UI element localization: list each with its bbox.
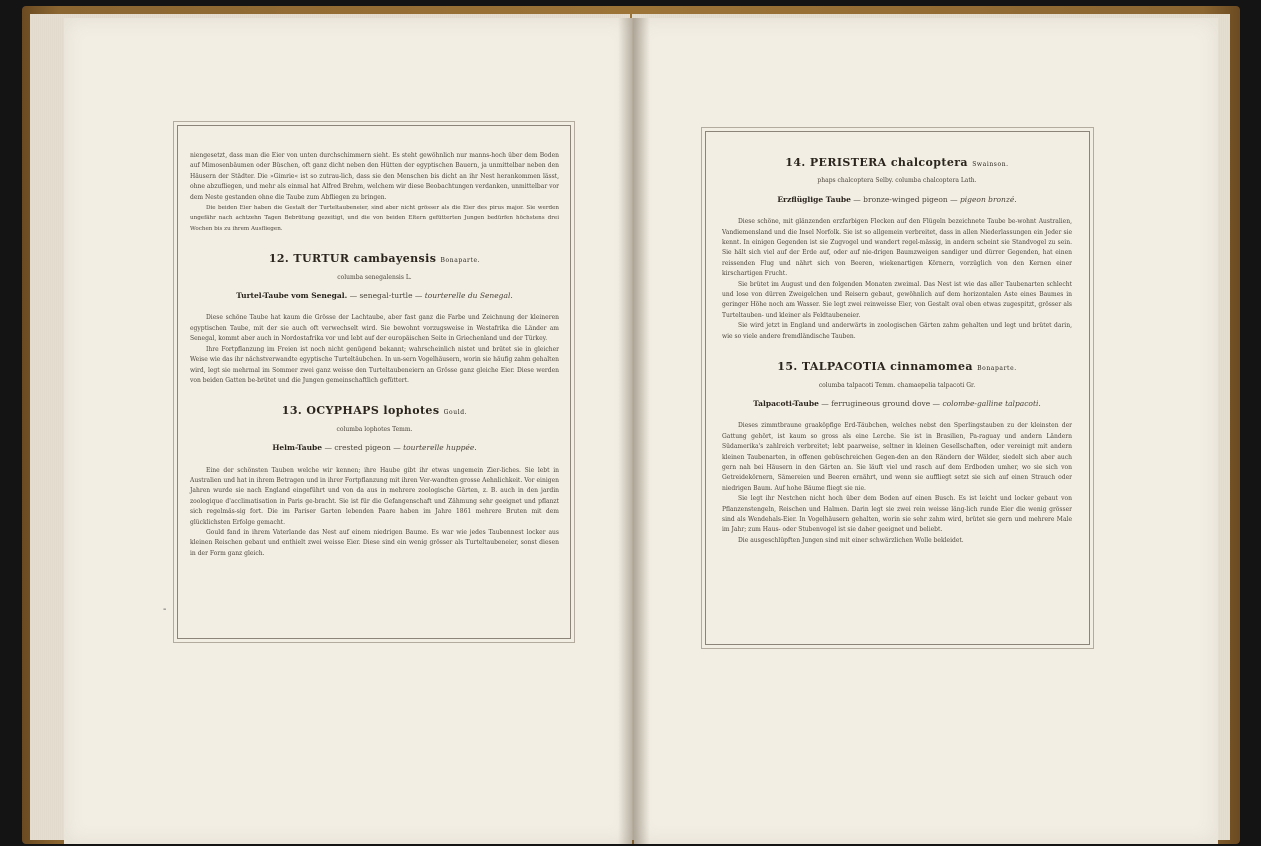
- section-13-name-french: tourterelle huppée.: [403, 443, 477, 453]
- section-13-heading: [190, 406, 559, 418]
- left-page-text: [190, 151, 559, 559]
- section-14-title: 14. PERISTERA chalcoptera: [785, 156, 968, 169]
- section-15-title: 15. TALPACOTIA cinnamomea: [777, 360, 973, 374]
- section-12-synonym: columba senegalensis L.: [337, 273, 412, 281]
- section-13-synonym: columba lophotes Temm.: [336, 425, 413, 433]
- section-14-synonym: phaps chalcoptera Selby. columba chalcoptera Lath.: [817, 177, 977, 185]
- section-12-title: 12. TURTUR cambayensis: [268, 252, 437, 266]
- book-gutter: [618, 18, 650, 844]
- section-12-paragraph: Diese schöne Taube hat kaum die Grösse der Lachtaube, aber fast ganz die Farbe und Zeichnung der kleineren egyptischen Taube, mit der sie auch oft verwechselt wird. Sie bewohnt vorzugsweise in Westafrika die Länder am Senegal, kommt aber auch in Nordostafrika vor und lebt auf der europäischen Seite in Griechenland und der Türkey.: [190, 314, 559, 343]
- section-14-paragraph: Sie wird jetzt in England und anderwärts in zoologischen Gärten zahm gehalten und legt und brütet darin, wie so viele andere fremdländische Tauben.: [722, 322, 1072, 340]
- section-14-paragraph: Diese schöne, mit glänzenden erzfarbigen Flecken auf den Flügeln bezeichnete Taube be-wohnt Australien, Vandiemensland und die Insel Norfolk. Sie ist so allgemein verbreitet, dass in allen Niederlassungen ein Jeder sie kennt. In einigen Gegenden ist sie Zugvogel und wandert regel-mässig, in andern scheint sie Standvogel zu sein. Sie hält sich viel auf der Erde auf, oder auf nie-drigen Baumzweigen sandiger und dürrer Gegenden, hat einen reissenden Flug und nährt sich von Beeren, wiekenartigen Körnern, vorzüglich von den Kernen einer kirschartigen Frucht.: [722, 218, 1072, 278]
- section-13-name-german: Helm-Taube: [272, 443, 323, 453]
- section-13-paragraph: Eine der schönsten Tauben welche wir kennen; ihre Haube gibt ihr etwas ungemein Zier-liches. Sie lebt in Australien und hat in ihrem Betragen und in ihrer Fortpflanzung mit ihren Ver-wandten grosse Aehnlichkeit. Vor einigen Jahren wurde sie nach England eingeführt und von da aus in mehrere zoologische Gärten, z. B. auch in den jardin zoologique d'acclimatisation in Paris ge-bracht. Sie ist für die Gefangenschaft und Zähmung sehr geeignet und pflanzt sich regelmäs-sig fort. Die im Pariser Garten lebenden Paare haben im Jahre 1861 mehrere Bruten mit dem glücklichsten Erfolge gemacht.: [190, 466, 559, 526]
- section-12-heading: [190, 254, 559, 266]
- section-15-paragraph: Sie legt ihr Nestchen nicht hoch über dem Boden auf einen Busch. Es ist leicht und locker gebaut von Pflanzenstengeln, Reischen und Halmen. Darin legt sie zwei rein weisse läng-lich runde Eier die wenig grösser sind als Wendehals-Eier. In Vogelhäusern gehalten, worin sie sehr zahm wird, brütet sie gern und mehrere Male im Jahr; zum Haus- oder Stubenvogel ist sie daher geeignet und beliebt.: [722, 495, 1072, 534]
- section-14-paragraph: Sie brütet im August und den folgenden Monaten zweimal. Das Nest ist wie das aller Taubenarten schlecht und lose von dürren Zweigelchen und Reisern gebaut, gewöhnlich auf dem horizontalen Aste eines Baumes in geringer Höhe noch am Wasser. Sie legt zwei reinweisse Eier, von Gestalt oval oben etwas zugespitzt, grösser als Turteltauben- und kleiner als Feldtaubeneier.: [722, 280, 1072, 319]
- section-15-name-french: colombe-galline talpacoti.: [942, 398, 1041, 408]
- margin-mark: -: [163, 604, 167, 615]
- section-14-common-names: [722, 195, 1072, 205]
- section-12-name-german: Turtel-Taube vom Senegal.: [236, 291, 348, 301]
- section-13-author: Gould.: [443, 409, 468, 417]
- section-15-author: Bonaparte.: [977, 365, 1017, 373]
- section-12-name-english: — senegal-turtle —: [349, 291, 423, 301]
- section-13-paragraph: Gould fand in ihrem Vaterlande das Nest auf einem niedrigen Baume. Es war wie jedes Taubennest locker aus kleinen Reischen gebaut und enthielt zwei weisse Eier. Diese sind ein wenig grösser als Turteltaubeneier, sonst diesen in der Form ganz gleich.: [190, 528, 559, 557]
- section-15-name-english: — ferrugineous ground dove —: [821, 398, 941, 408]
- section-14-name-german: Erzflüglige Taube: [777, 194, 851, 204]
- section-13-name-english: — crested pigeon —: [324, 443, 401, 453]
- section-14-name-french: pigeon bronzé.: [959, 194, 1017, 204]
- intro-paragraph: niengesetzt, dass man die Eier von unten durchschimmern sieht. Es steht gewöhnlich nur manns-hoch über dem Boden auf Mimosenbäumen oder Büschen, oft ganz dicht neben den Hütten der egyptischen Bauern, ja unmittelbar neben den Häusern der Städter. Die »Gimrie« ist so zutrau-lich, dass sie den Menschen bis dicht an ihr Nest herankommen lässt, ohne abzufliegen, und mehr als einmal hat Alfred Brehm, welchem wir diese Beobachtungen verdanken, unmittelbar vor dem Neste gestanden ohne die Taube zum Abfliegen zu bringen.: [190, 152, 559, 201]
- intro-paragraph: Die beiden Eier haben die Gestalt der Turteltaubeneier, sind aber nicht grösser als die Eier des pirus major. Sie werden ungefähr nach achtzehn Tagen Bebrütung gezeitigt, und die von beiden Eltern gefütterten Jungen bedürfen höchstens drei Wochen bis zu ihrem Ausfliegen.: [190, 205, 559, 232]
- section-12-paragraph: Ihre Fortpflanzung im Freien ist noch nicht genügend bekannt; wahrscheinlich nistet und brütet sie in gleicher Weise wie das ihr nächstverwandte egyptische Turteltäubchen. In un-sern Vogelhäusern, worin sie häufig zahm gehalten wird, legt sie mehrmal im Sommer zwei ganz weisse den Turteltaubeneiern an Grösse ganz gleiche Eier. Diese werden von beiden Gatten be-brütet und die Jungen gemeinschaftlich gefüttert.: [190, 345, 559, 384]
- section-15-common-names: [722, 399, 1072, 409]
- section-12-author: Bonaparte.: [440, 257, 481, 265]
- section-13-title: 13. OCYPHAPS lophotes: [281, 404, 440, 418]
- section-12-common-names: [190, 291, 559, 301]
- section-14-author: Swainson.: [972, 161, 1009, 168]
- section-15-paragraph: Dieses zimmtbraune graaköpfige Erd-Täubchen, welches nebst den Sperlingstauben zu der kleinsten der Gattung gehört, ist kaum so gross als eine Lerche. Sie ist in Brasilien, Pa-raguay und andern Ländern Südamerika's zahlreich verbreitet; lebt paarweise, seltner in kleinen Gesellschaften, oder vereinigt mit andern kleinen Taubenarten, in offenen gebüschreichen Gegen-den an den Rändern der Wälder, siedelt sich aber auch gern nah bei Häusern in den Gärten an. Sie läuft viel und rasch auf dem Erdboden umher, wo sie sich von Getreidekörnern, Sämereien und Beeren ernährt, und wenn sie auffliegt setzt sie sich auf einen Strauch oder niedrigen Baum. Auf hohe Bäume fliegt sie nie.: [722, 422, 1072, 492]
- section-15-heading: [722, 362, 1072, 374]
- section-15-paragraph: Die ausgeschlüpften Jungen sind mit einer schwärzlichen Wolle bekleidet.: [738, 536, 964, 544]
- section-15-name-german: Talpacoti-Taube: [753, 398, 819, 408]
- section-14-heading: [722, 158, 1072, 170]
- section-14-name-english: — bronze-winged pigeon —: [853, 194, 958, 204]
- section-12-name-french: tourterelle du Senegal.: [424, 291, 513, 301]
- section-15-synonym: columba talpacoti Temm. chamaepelia talpacoti Gr.: [818, 381, 976, 389]
- right-page-text: [722, 158, 1072, 546]
- section-13-common-names: [190, 443, 559, 453]
